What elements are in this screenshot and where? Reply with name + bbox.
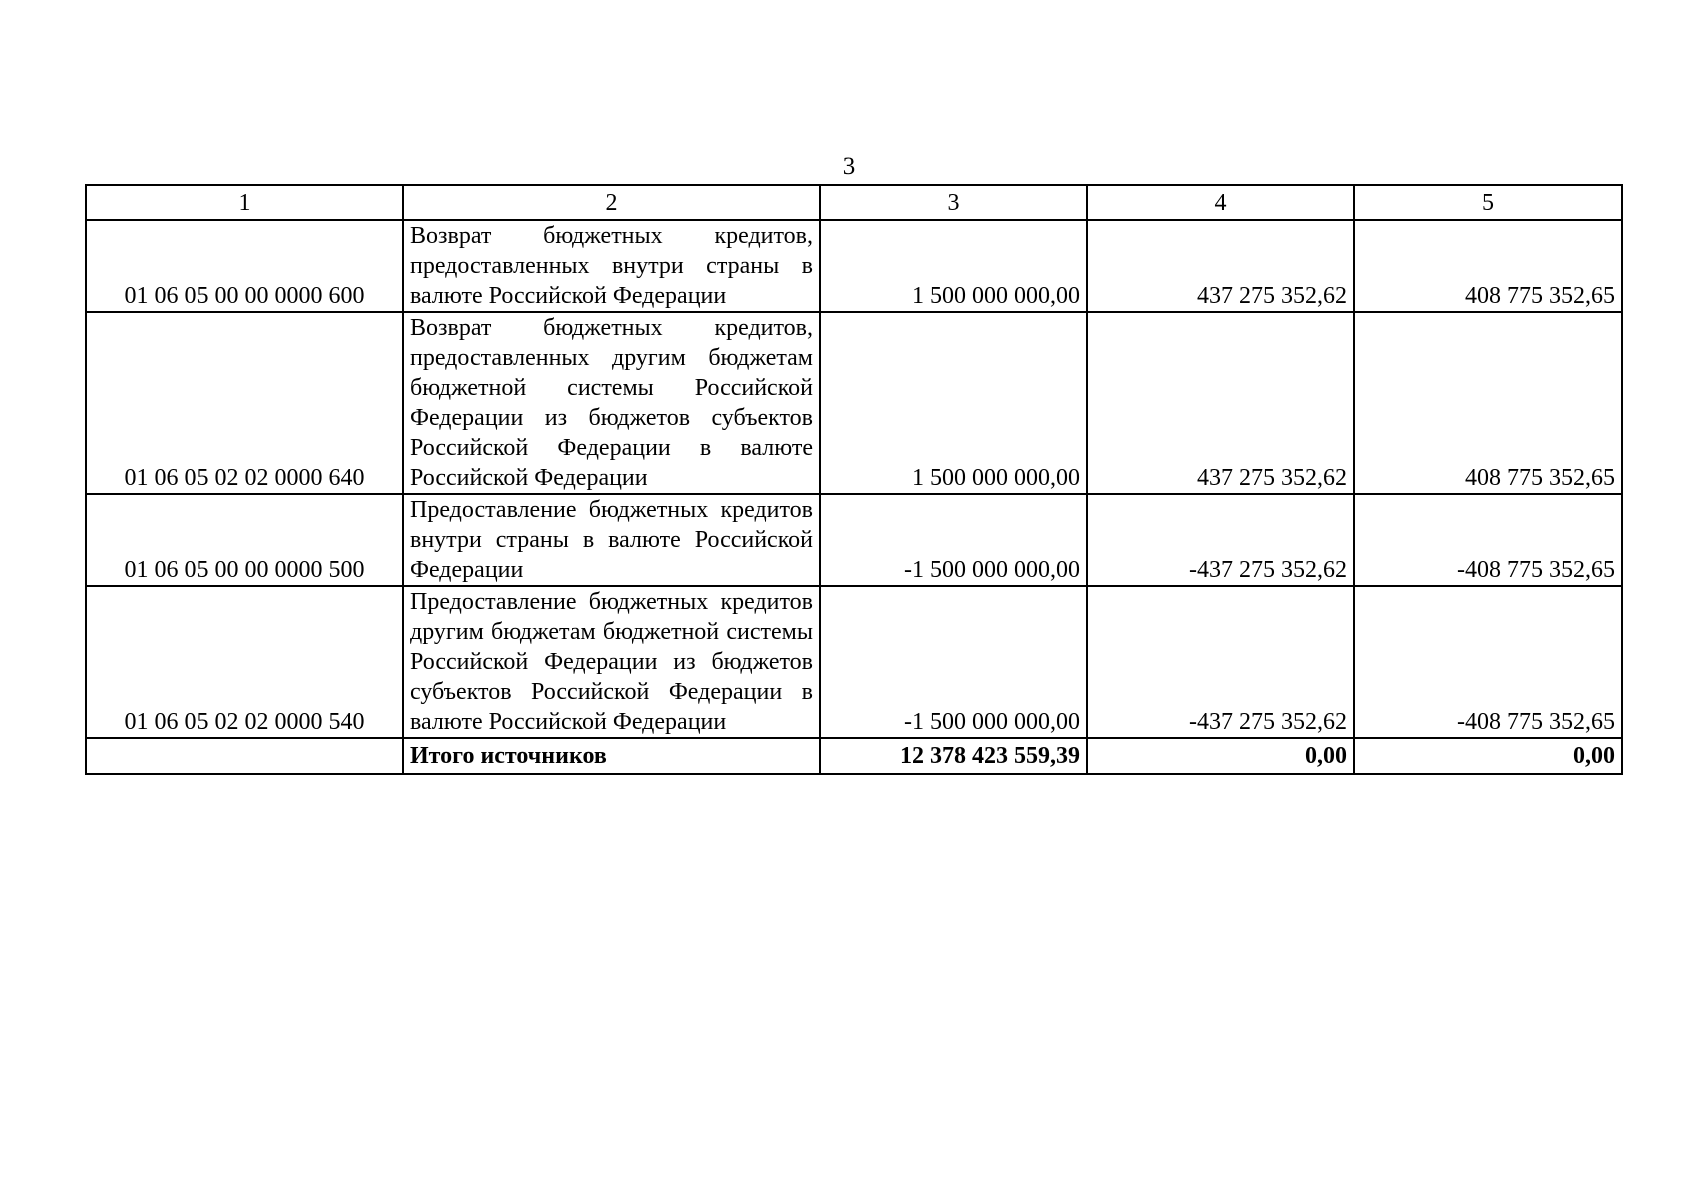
source-name: Возврат бюджетных кредитов, предоставленных другим бюджетам бюджетной системы Российской Федерации из бюджетов субъектов Российской Федерации в валюте Российской Федерации [403, 312, 820, 494]
amount-col3: -1 500 000 000,00 [820, 494, 1087, 586]
table-row [86, 312, 1622, 494]
amount-col4: -437 275 352,62 [1087, 494, 1354, 586]
budget-code: 01 06 05 00 00 0000 600 [86, 220, 403, 312]
amount-col5: -408 775 352,65 [1354, 494, 1622, 586]
amount-col3: -1 500 000 000,00 [820, 586, 1087, 738]
total-label: Итого источников [403, 738, 820, 774]
total-col3: 12 378 423 559,39 [820, 738, 1087, 774]
table-row [86, 220, 1622, 312]
table-row [86, 586, 1622, 738]
page-number: 3 [842, 153, 856, 180]
budget-code: 01 06 05 00 00 0000 500 [86, 494, 403, 586]
amount-col4: 437 275 352,62 [1087, 220, 1354, 312]
amount-col5: 408 775 352,65 [1354, 312, 1622, 494]
column-header-1: 1 [86, 185, 403, 220]
total-code [86, 738, 403, 774]
budget-code: 01 06 05 02 02 0000 640 [86, 312, 403, 494]
table-row [86, 494, 1622, 586]
amount-col5: -408 775 352,65 [1354, 586, 1622, 738]
amount-col4: -437 275 352,62 [1087, 586, 1354, 738]
source-name: Предоставление бюджетных кредитов внутри страны в валюте Российской Федерации [403, 494, 820, 586]
total-col5: 0,00 [1354, 738, 1622, 774]
budget-code: 01 06 05 02 02 0000 540 [86, 586, 403, 738]
amount-col3: 1 500 000 000,00 [820, 312, 1087, 494]
table-header-row [86, 185, 1622, 220]
column-header-5: 5 [1354, 185, 1622, 220]
source-name: Возврат бюджетных кредитов, предоставленных внутри страны в валюте Российской Федерации [403, 220, 820, 312]
column-header-4: 4 [1087, 185, 1354, 220]
amount-col3: 1 500 000 000,00 [820, 220, 1087, 312]
amount-col5: 408 775 352,65 [1354, 220, 1622, 312]
column-header-2: 2 [403, 185, 820, 220]
total-col4: 0,00 [1087, 738, 1354, 774]
budget-sources-table [85, 184, 1623, 775]
amount-col4: 437 275 352,62 [1087, 312, 1354, 494]
total-row [86, 738, 1622, 774]
source-name: Предоставление бюджетных кредитов другим бюджетам бюджетной системы Российской Федерации из бюджетов субъектов Российской Федерации в валюте Российской Федерации [403, 586, 820, 738]
column-header-3: 3 [820, 185, 1087, 220]
